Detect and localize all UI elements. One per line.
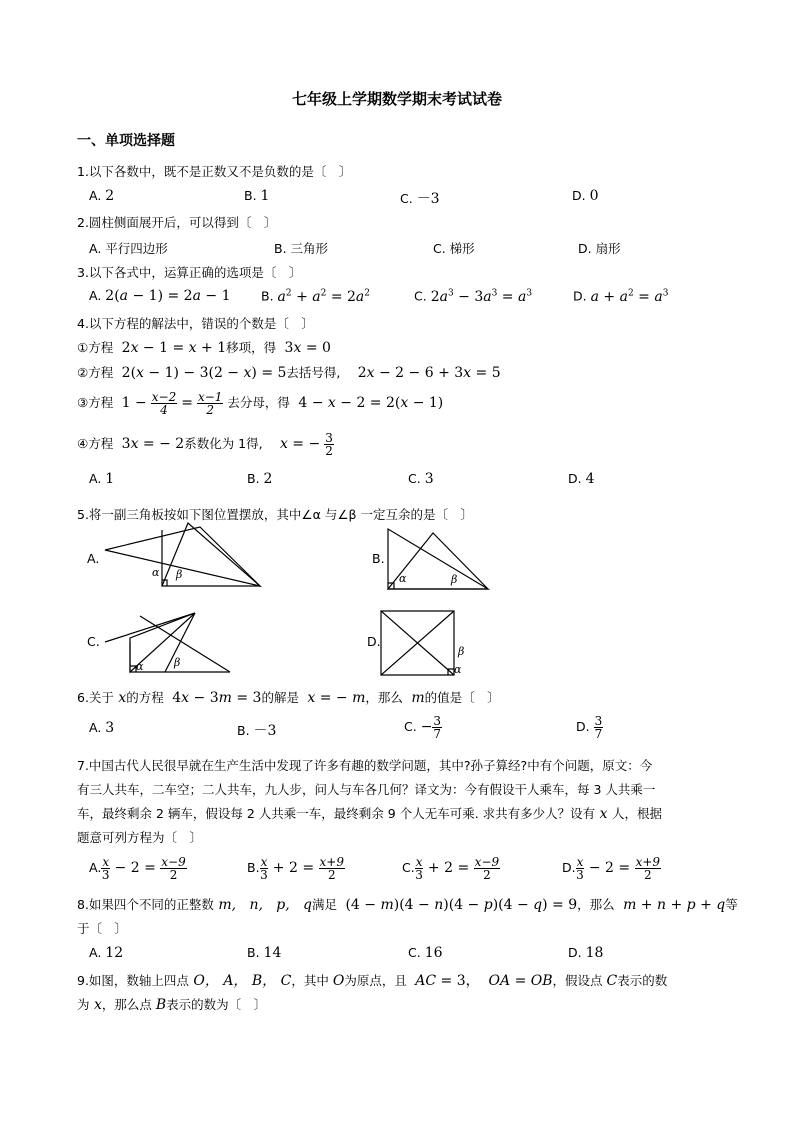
- q4-option-b[interactable]: B. 2: [247, 471, 273, 487]
- q3-option-c[interactable]: C. $2a^3 - 3a^3 = a^3$: [414, 288, 533, 305]
- alpha-label: α: [152, 566, 160, 579]
- alpha-label: α: [399, 572, 407, 585]
- q1-option-a[interactable]: A. 2: [89, 188, 115, 204]
- q5-option-b[interactable]: B.: [372, 551, 385, 566]
- question-8-stem: 8.如果四个不同的正整数 m, n, p, q满足 (4 − m)(4 − n)(4 − p)(4 − q) = 9，那么 m + n + p + q等: [77, 897, 738, 913]
- q3-option-b[interactable]: B. $a^2 + a^2 = 2a^2$: [261, 288, 371, 305]
- q4-option-c[interactable]: C. 3: [408, 471, 434, 487]
- q5-figure-a: [100, 520, 270, 592]
- q5-option-a[interactable]: A.: [87, 551, 100, 566]
- q4-item-2: ②方程 2(x − 1) − 3(2 − x) = 5去括号得, 2x − 2 − 6 + 3x = 5: [77, 365, 501, 381]
- q2-option-a[interactable]: A. 平行四边形: [89, 241, 168, 256]
- section-heading: 一、单项选择题: [77, 133, 175, 149]
- question-4-stem: 4.以下方程的解法中，错误的个数是〔 〕: [77, 316, 314, 331]
- q7-option-b[interactable]: B. $\frac{x}{3}$ + 2 = $\frac{x+9}{2}$: [247, 855, 344, 882]
- q5-figure-c: [100, 608, 240, 678]
- q1-option-d[interactable]: D. 0: [572, 188, 599, 204]
- q2-option-c[interactable]: C. 梯形: [433, 241, 475, 256]
- q7-option-d[interactable]: D. $\frac{x}{3}$ − 2 = $\frac{x+9}{2}$: [562, 855, 661, 882]
- q2-option-d[interactable]: D. 扇形: [578, 241, 621, 256]
- question-1-stem: 1.以下各数中，既不是正数又不是负数的是〔 〕: [77, 164, 352, 179]
- question-9-line-2: 为 x，那么点 B表示的数为〔 〕: [77, 997, 267, 1013]
- question-3-stem: 3.以下各式中，运算正确的选项是〔 〕: [77, 265, 302, 280]
- question-9-line-1: 9.如图，数轴上四点 O， A， B， C，其中 O为原点，且 AC = 3， OA = OB，假设点 C表示的数: [77, 973, 668, 989]
- question-7-line-2: 有三人共车，二车空；二人共车，九人步，问人与车各几何？译文为：今有假设干人乘车，每 3 人共乘一: [77, 782, 656, 797]
- q5-figure-b: [385, 525, 495, 591]
- q6-option-d[interactable]: D. $\frac{3}{7}$: [576, 714, 603, 741]
- q8-option-a[interactable]: A. 12: [89, 945, 124, 961]
- q4-option-a[interactable]: A. 1: [89, 471, 115, 487]
- question-7-line-3: 车，最终剩余 2 辆车，假设每 2 人共乘一车，最终剩余 9 个人无车可乘. 求共有多少人？设有 x 人，根据: [77, 806, 662, 822]
- beta-label: β: [176, 568, 183, 581]
- beta-label: β: [458, 645, 465, 658]
- q5-option-d[interactable]: D.: [367, 634, 381, 649]
- q1-option-c[interactable]: C. －3: [400, 191, 440, 207]
- q6-option-b[interactable]: B. －3: [237, 723, 277, 739]
- q4-item-4: ④方程 3x = − 2系数化为 1得, x = − $\frac{3}{2}$: [77, 431, 333, 458]
- beta-label: β: [174, 656, 181, 669]
- q4-item-1: ①方程 2x − 1 = x + 1移项，得 3x = 0: [77, 340, 331, 356]
- question-7-line-4: 题意可列方程为〔 〕: [77, 830, 203, 845]
- q7-option-c[interactable]: C. $\frac{x}{3}$ + 2 = $\frac{x-9}{2}$: [402, 855, 500, 882]
- q8-option-b[interactable]: B. 14: [247, 945, 282, 961]
- q8-option-d[interactable]: D. 18: [568, 945, 604, 961]
- q4-option-d[interactable]: D. 4: [568, 471, 595, 487]
- q2-option-b[interactable]: B. 三角形: [274, 241, 329, 256]
- q6-option-c[interactable]: C. − $\frac{3}{7}$: [404, 714, 442, 741]
- q1-option-b[interactable]: B. 1: [244, 188, 270, 204]
- beta-label: β: [451, 573, 458, 586]
- question-6-stem: 6.关于 x的方程 4x − 3m = 3的解是 x = − m，那么 m的值是〔 〕: [77, 690, 500, 706]
- alpha-label: α: [136, 660, 144, 673]
- question-7-line-1: 7.中国古代人民很早就在生产生活中发现了许多有趣的数学问题，其中?孙子算经?中有个问题，原文：今: [77, 758, 653, 773]
- q7-option-a[interactable]: A. $\frac{x}{3}$ − 2 = $\frac{x-9}{2}$: [89, 855, 186, 882]
- alpha-label: α: [454, 663, 462, 676]
- page-title: 七年级上学期数学期末考试试卷: [291, 90, 502, 108]
- q3-option-a[interactable]: A. 2(a − 1) = 2a − 1: [89, 288, 231, 304]
- q3-option-d[interactable]: D. $a + a^2 = a^3$: [573, 288, 669, 305]
- q4-item-3: ③方程 1 − $\frac{x-2}{4}$ = $\frac{x-1}{2}$ 去分母，得 4 − x − 2 = 2(x − 1): [77, 390, 444, 417]
- q8-option-c[interactable]: C. 16: [408, 945, 443, 961]
- q5-figure-d: [378, 607, 478, 679]
- q5-option-c[interactable]: C.: [87, 634, 100, 649]
- question-8-line-2: 于〔 〕: [77, 921, 128, 936]
- question-2-stem: 2.圆柱侧面展开后，可以得到〔 〕: [77, 215, 277, 230]
- q6-option-a[interactable]: A. 3: [89, 720, 115, 736]
- question-5-stem: 5.将一副三角板按如下图位置摆放，其中∠α 与∠β 一定互余的是〔 〕: [77, 507, 474, 522]
